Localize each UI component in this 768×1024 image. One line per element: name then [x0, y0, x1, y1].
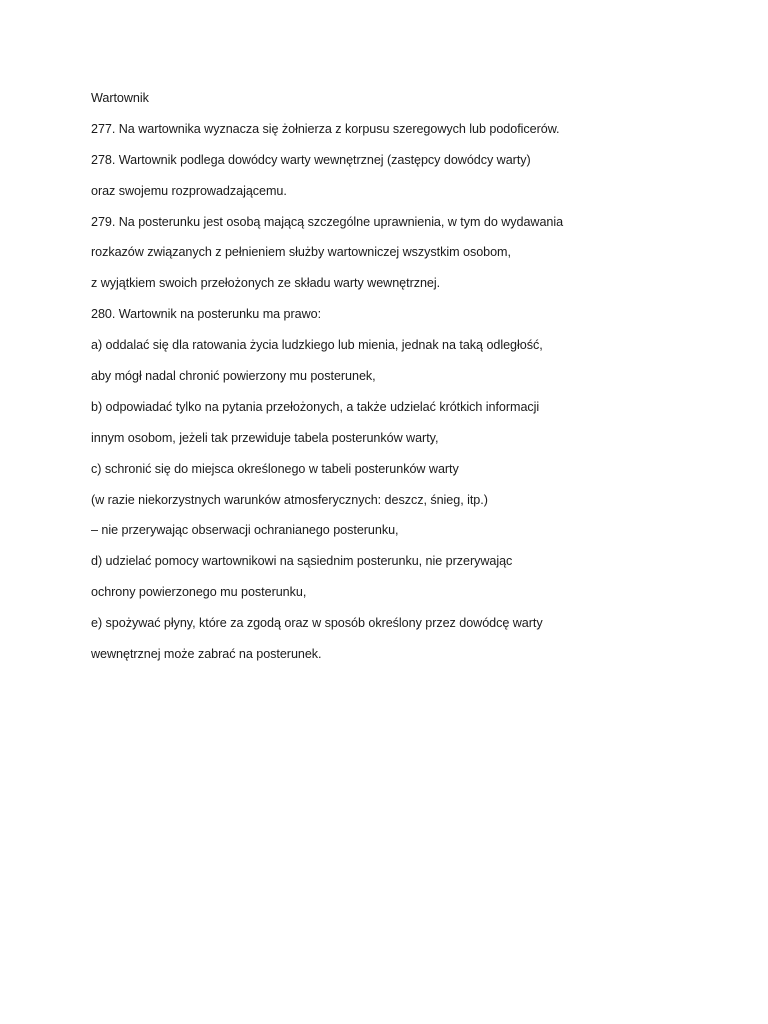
item-a-line-2: aby mógł nadal chronić powierzony mu posterunek, — [91, 369, 376, 384]
item-b-line-1: b) odpowiadać tylko na pytania przełożonych, a także udzielać krótkich informacji — [91, 399, 540, 414]
section-heading: Wartownik — [91, 91, 149, 105]
paragraph-279-line-2: rozkazów związanych z pełnieniem służby wartowniczej wszystkim osobom, — [91, 245, 511, 260]
paragraph-277: 277. Na wartownika wyznacza się żołnierza z korpusu szeregowych lub podoficerów. — [91, 121, 560, 136]
item-e-line-2: wewnętrznej może zabrać na posterunek. — [91, 647, 322, 662]
item-c-line-2: (w razie niekorzystnych warunków atmosferycznych: deszcz, śnieg, itp.) — [91, 492, 488, 507]
paragraph-278-line-2: oraz swojemu rozprowadzającemu. — [91, 183, 287, 198]
item-c-line-3: – nie przerywając obserwacji ochranianego posterunku, — [91, 523, 399, 538]
item-c-line-1: c) schronić się do miejsca określonego w tabeli posterunków warty — [91, 461, 459, 476]
paragraph-278-line-1: 278. Wartownik podlega dowódcy warty wewnętrznej (zastępcy dowódcy warty) — [91, 152, 531, 167]
paragraph-280: 280. Wartownik na posterunku ma prawo: — [91, 307, 322, 322]
item-e-line-1: e) spożywać płyny, które za zgodą oraz w sposób określony przez dowódcę warty — [91, 616, 543, 631]
item-d-line-1: d) udzielać pomocy wartownikowi na sąsiednim posterunku, nie przerywając — [91, 554, 513, 569]
document-body — [91, 83, 691, 670]
item-d-line-2: ochrony powierzonego mu posterunku, — [91, 585, 307, 600]
paragraph-279-line-3: z wyjątkiem swoich przełożonych ze składu warty wewnętrznej. — [91, 276, 441, 291]
item-b-line-2: innym osobom, jeżeli tak przewiduje tabela posterunków warty, — [91, 430, 439, 445]
paragraph-279-line-1: 279. Na posterunku jest osobą mającą szczególne uprawnienia, w tym do wydawania — [91, 214, 564, 229]
item-a-line-1: a) oddalać się dla ratowania życia ludzkiego lub mienia, jednak na taką odległość, — [91, 338, 543, 353]
